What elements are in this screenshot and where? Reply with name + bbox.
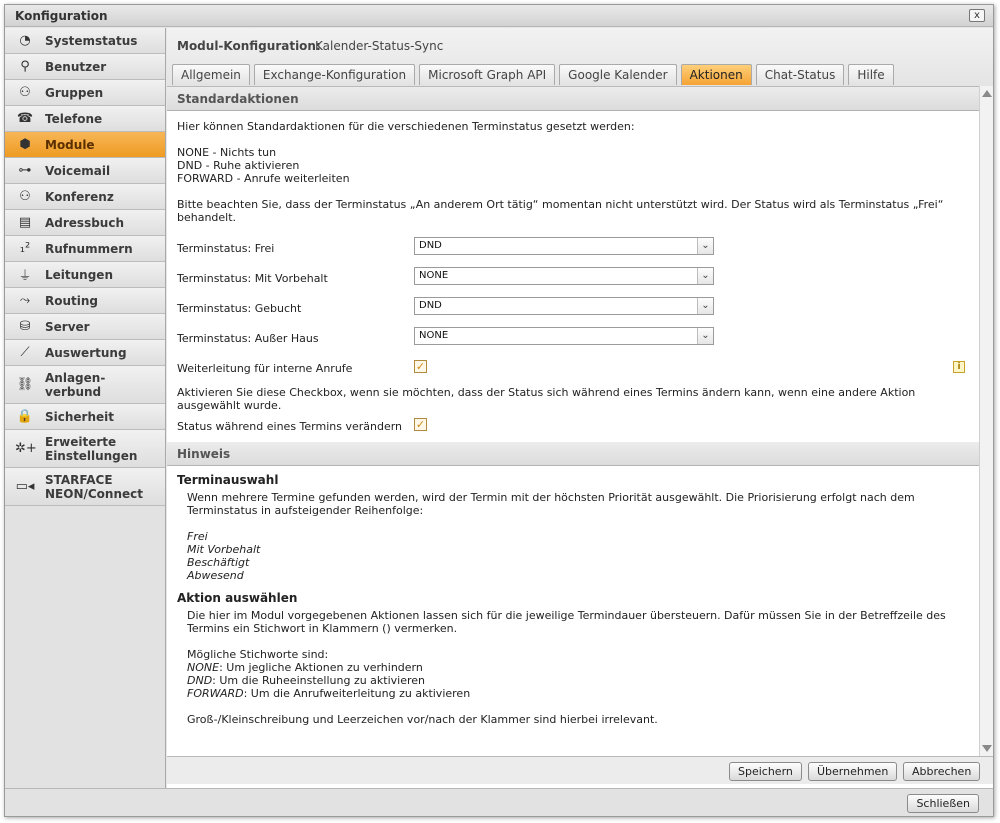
forward-internal-label: Weiterleitung für interne Anrufe xyxy=(177,362,353,375)
keyword-item xyxy=(187,674,979,687)
network-icon: ⛓ xyxy=(16,377,34,392)
addressbook-icon: ▤ xyxy=(18,215,32,230)
info-icon[interactable]: i xyxy=(953,361,965,373)
window-footer xyxy=(5,788,993,816)
keyword-item xyxy=(187,661,979,674)
sidebar-item-label: Voicemail xyxy=(45,163,111,178)
sidebar-item-label: Module xyxy=(45,137,95,152)
window-title: Konfiguration xyxy=(15,9,108,23)
module-header xyxy=(167,28,993,88)
status-priority-item: Beschäftigt xyxy=(187,556,250,569)
sidebar-item-label: Erweiterte Einstellungen xyxy=(45,434,138,463)
routing-icon: ⤳ xyxy=(19,293,31,308)
status-action-select[interactable] xyxy=(414,327,714,345)
sidebar-item-label: Sicherheit xyxy=(45,409,114,424)
status-field-row xyxy=(167,294,979,324)
keyword-description: : Um die Anrufweiterleitung zu aktivieren xyxy=(243,687,471,700)
sidebar-item-label: STARFACE NEON/Connect xyxy=(45,472,143,501)
sidebar-item-adressbuch[interactable] xyxy=(5,210,165,236)
selected-value: DND xyxy=(419,240,442,251)
close-icon[interactable]: x xyxy=(969,9,985,22)
status-field-label: Terminstatus: Gebucht xyxy=(177,302,302,315)
status-priority-item: Abwesend xyxy=(187,569,244,582)
keyword-name: DND xyxy=(187,674,213,687)
gauge-icon: ◔ xyxy=(19,33,31,48)
sidebar-item-starface-neon-connect[interactable] xyxy=(5,468,165,506)
scroll-down-icon[interactable] xyxy=(982,745,992,752)
numbers-icon: ₁² xyxy=(19,241,31,256)
status-priority-item: Mit Vorbehalt xyxy=(187,543,261,556)
server-icon: ⛁ xyxy=(19,319,31,334)
select-action-text: Die hier im Modul vorgegebenen Aktionen lassen sich für die jeweilige Termindauer übersteuern. Dafür müssen Sie in der Betreffzeile des Termins ein Stichwort in Klammern () vermerken. xyxy=(187,609,946,635)
cancel-button[interactable]: Abbrechen xyxy=(903,762,980,781)
keywords-intro: Mögliche Stichworte sind: xyxy=(187,648,329,661)
chevron-down-icon[interactable]: ⌄ xyxy=(697,268,713,284)
selected-value: DND xyxy=(419,300,442,311)
status-change-checkbox[interactable]: ✓ xyxy=(415,418,426,431)
module-footer xyxy=(167,756,993,784)
sidebar-item-gruppen[interactable] xyxy=(5,80,165,106)
appointment-selection-text: Wenn mehrere Termine gefunden werden, wird der Termin mit der höchsten Priorität ausgewählt. Die Priorisierung erfolgt nach dem Terminstatus in aufsteigender Reihenfolge: xyxy=(187,491,915,517)
voicemail-icon: ⊶ xyxy=(18,163,32,178)
sidebar-item-label: Systemstatus xyxy=(45,33,138,48)
status-field-label: Terminstatus: Mit Vorbehalt xyxy=(177,272,328,285)
advanced-settings-icon: ✲+ xyxy=(15,441,37,456)
sidebar-item-sicherheit[interactable] xyxy=(5,404,165,430)
sidebar-item-label: Auswertung xyxy=(45,345,127,360)
scroll-up-icon[interactable] xyxy=(982,90,992,97)
case-insensitivity-note: Groß-/Kleinschreibung und Leerzeichen vor/nach der Klammer sind hierbei irrelevant. xyxy=(187,713,658,726)
sidebar-item-leitungen[interactable] xyxy=(5,262,165,288)
lock-icon: 🔒 xyxy=(16,409,34,424)
module-config-label: Modul-Konfiguration: xyxy=(177,39,321,53)
sidebar-item-voicemail[interactable] xyxy=(5,158,165,184)
sidebar-item-label: Benutzer xyxy=(45,59,107,74)
chevron-down-icon[interactable]: ⌄ xyxy=(697,298,713,314)
close-window-button[interactable]: Schließen xyxy=(907,794,979,813)
chart-icon: ⟋ xyxy=(20,345,30,360)
status-action-select[interactable] xyxy=(414,297,714,315)
keyword-list xyxy=(167,661,979,700)
keyword-description: : Um jegliche Aktionen zu verhindern xyxy=(219,661,423,674)
chevron-down-icon[interactable]: ⌄ xyxy=(697,328,713,344)
legend-none: NONE - Nichts tun xyxy=(177,146,277,159)
module-config-value: Kalender-Status-Sync xyxy=(315,39,444,53)
keyword-item xyxy=(187,687,979,700)
keyword-name: NONE xyxy=(187,661,220,674)
select-action-heading: Aktion auswählen xyxy=(177,591,298,605)
keyword-description: : Um die Ruheeinstellung zu aktivieren xyxy=(212,674,426,687)
legend-forward: FORWARD - Anrufe weiterleiten xyxy=(177,172,350,185)
save-button[interactable]: Speichern xyxy=(729,762,802,781)
sidebar-item-telefone[interactable] xyxy=(5,106,165,132)
module-icon: ⬢ xyxy=(19,137,31,152)
status-field-row xyxy=(167,234,979,264)
legend-dnd: DND - Ruhe aktivieren xyxy=(177,159,300,172)
keyword-name: FORWARD xyxy=(187,687,244,700)
tab-exchange-konfiguration[interactable]: Exchange-Konfiguration xyxy=(254,64,415,85)
sidebar-item-auswertung[interactable] xyxy=(5,340,165,366)
selected-value: NONE xyxy=(419,270,449,281)
user-icon: ⚲ xyxy=(20,59,30,74)
apply-button[interactable]: Übernehmen xyxy=(808,762,897,781)
sidebar xyxy=(5,28,166,788)
status-action-select[interactable] xyxy=(414,267,714,285)
content-scrollbar[interactable] xyxy=(979,86,993,756)
actions-content xyxy=(167,86,979,756)
status-field-label: Terminstatus: Frei xyxy=(177,242,275,255)
main-panel xyxy=(167,28,993,788)
sidebar-item-systemstatus[interactable] xyxy=(5,28,165,54)
tab-hilfe[interactable]: Hilfe xyxy=(848,64,893,85)
sidebar-item-routing[interactable] xyxy=(5,288,165,314)
sidebar-item-label: Telefone xyxy=(45,111,103,126)
status-change-label: Status während eines Termins verändern xyxy=(177,420,403,433)
appointment-selection-heading: Terminauswahl xyxy=(177,473,279,487)
sidebar-item-label: Routing xyxy=(45,293,99,308)
conference-icon: ⚇ xyxy=(19,189,31,204)
sidebar-item-label: Gruppen xyxy=(45,85,104,100)
sidebar-item-benutzer[interactable] xyxy=(5,54,165,80)
status-field-row xyxy=(167,324,979,354)
status-change-hint: Aktivieren Sie diese Checkbox, wenn sie möchten, dass der Status sich während eines Termins ändern kann, wenn eine andere Aktion ausgewählt wurde. xyxy=(177,386,916,412)
section-hint: Hinweis xyxy=(167,442,979,466)
status-fields xyxy=(167,234,979,354)
tab-bar xyxy=(172,64,894,85)
forward-internal-checkbox[interactable]: ✓ xyxy=(415,360,426,373)
sidebar-item-anlagen-verbund[interactable] xyxy=(5,366,165,404)
section-standard-actions: Standardaktionen xyxy=(167,87,979,111)
sidebar-item-label: Rufnummern xyxy=(45,241,133,256)
status-action-select[interactable] xyxy=(414,237,714,255)
status-field-row xyxy=(167,264,979,294)
phone-icon: ☎ xyxy=(16,111,34,126)
sidebar-item-label: Anlagen- verbund xyxy=(45,370,106,399)
status-priority-list xyxy=(167,530,979,582)
sidebar-item-label: Konferenz xyxy=(45,189,114,204)
tab-google-kalender[interactable]: Google Kalender xyxy=(559,64,676,85)
status-priority-item: Frei xyxy=(187,530,208,543)
sidebar-item-label: Server xyxy=(45,319,90,334)
tab-chat-status[interactable]: Chat-Status xyxy=(756,64,845,85)
lines-icon: ⏚ xyxy=(18,269,32,284)
sidebar-item-module[interactable] xyxy=(5,132,165,158)
video-icon: ▭◂ xyxy=(15,479,35,494)
tab-allgemein[interactable]: Allgemein xyxy=(172,64,250,85)
status-change-row xyxy=(167,412,979,442)
group-icon: ⚇ xyxy=(19,85,31,100)
status-field-label: Terminstatus: Außer Haus xyxy=(177,332,319,345)
sidebar-item-erweiterte-einstellungen[interactable] xyxy=(5,430,165,468)
unsupported-status-note: Bitte beachten Sie, dass der Terminstatus „An anderem Ort tätig“ momentan nicht unterstützt wird. Der Status wird als Terminstatus „Frei“ behandelt. xyxy=(177,198,944,224)
sidebar-item-konferenz[interactable] xyxy=(5,184,165,210)
sidebar-item-label: Adressbuch xyxy=(45,215,125,230)
sidebar-item-rufnummern[interactable] xyxy=(5,236,165,262)
forward-internal-row xyxy=(167,354,979,384)
window-titlebar xyxy=(5,5,993,27)
sidebar-item-server[interactable] xyxy=(5,314,165,340)
selected-value: NONE xyxy=(419,330,449,341)
chevron-down-icon[interactable]: ⌄ xyxy=(697,238,713,254)
sidebar-item-label: Leitungen xyxy=(45,267,113,282)
tab-aktionen[interactable]: Aktionen xyxy=(681,64,752,85)
standard-intro: Hier können Standardaktionen für die verschiedenen Terminstatus gesetzt werden: xyxy=(177,120,635,133)
configuration-window xyxy=(4,4,994,817)
tab-microsoft-graph-api[interactable]: Microsoft Graph API xyxy=(419,64,555,85)
